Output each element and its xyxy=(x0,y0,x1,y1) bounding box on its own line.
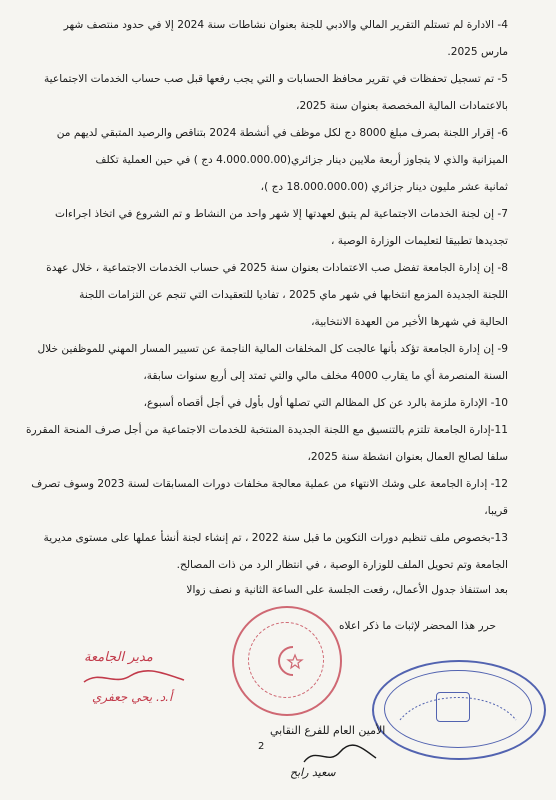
union-secretary-title: الأمين العام للفرع النقابي xyxy=(270,724,386,737)
item-line: 4- الادارة لم تستلم التقرير المالي والادبي للجنة بعنوان نشاطات سنة 2024 إلا في حدود منتصف شهر xyxy=(63,19,508,31)
director-name: أ.د. يحي جعفري xyxy=(92,690,173,704)
item-line: 8- إن إدارة الجامعة تفضل صب الاعتمادات بعنوان سنة 2025 في حساب الخدمات الاجتماعية ، خلال عهدة xyxy=(46,262,508,274)
list-item xyxy=(40,390,508,417)
item-line: ثمانية عشر مليون دينار جزائري (18.000.000.00 دج )، xyxy=(260,181,508,193)
item-line: الحالية في شهرها الأخير من العهدة الانتخابية، xyxy=(311,316,508,328)
item-line: الميزانية والذي لا يتجاوز أربعة ملايين دينار جزائري(4.000.000.00 دج ) في حين العملية تكلف xyxy=(95,154,508,166)
list-item xyxy=(25,417,508,471)
item-line: 13-بخصوص ملف تنظيم دورات التكوين ما قبل سنة 2022 ، تم إنشاء لجنة أنشأ عملها على مستوى مديرية xyxy=(43,532,508,544)
list-item xyxy=(40,12,508,66)
minutes-body xyxy=(25,12,508,579)
director-signature-icon xyxy=(80,668,190,688)
item-line: 12- إدارة الجامعة على وشك الانتهاء من عملية معالجة مخلفات دورات المسابقات لسنة 2023 وسوف تصرف xyxy=(31,478,508,490)
item-line: سلفا لصالح العمال بعنوان انشطة سنة 2025، xyxy=(307,451,508,463)
director-title: مدير الجامعة xyxy=(84,650,153,665)
item-line: 7- إن لجنة الخدمات الاجتماعية لم يتبق لعهدتها إلا شهر واحد من النشاط و تم الشروع في اتخاذ اجراءات xyxy=(55,208,508,220)
item-line: قريبا، xyxy=(484,505,508,517)
list-item xyxy=(40,525,508,579)
item-line: 10- الإدارة ملزمة بالرد عن كل المظالم التي تصلها أول بأول في أجل أقصاه أسبوع، xyxy=(143,397,508,409)
list-item xyxy=(40,201,508,255)
item-line: السنة المنصرمة أي ما يقارب 4000 مخلف مالي والتي تمتد إلى أربع سنوات سابقة، xyxy=(143,370,508,382)
item-line: 5- تم تسجيل تحفظات في تقرير محافظ الحسابات و التي يجب رفعها قبل صب حساب الخدمات الاجتماعية xyxy=(44,73,508,85)
list-item xyxy=(40,66,508,120)
item-line: 9- إن إدارة الجامعة تؤكد بأنها عالجت كل المخلفات المالية الناجمة عن تسيير المسار المهني للموظفين خلال xyxy=(37,343,508,355)
union-signature-icon xyxy=(300,742,380,768)
list-item xyxy=(37,336,508,390)
item-line: 6- إقرار اللجنة بصرف مبلغ 8000 دج لكل موظف في أنشطة 2024 بتناقص والرصيد المتبقي لديهم من xyxy=(56,127,508,139)
item-line: 11-إدارة الجامعة تلتزم بالتنسيق مع اللجنة الجديدة المنتخبة للخدمات الاجتماعية من أجل صرف المنحة المقررة xyxy=(25,424,508,436)
list-item xyxy=(31,471,508,525)
university-stamp-icon xyxy=(232,606,342,716)
list-item xyxy=(40,120,508,201)
item-line: بالاعتمادات المالية المخصصة بعنوان سنة 2025، xyxy=(296,100,508,112)
item-line: اللجنة الجديدة المزمع انتخابها في شهر ماي 2025 ، تفاديا للتعقيدات التي تنجم عن التزامات اللجنة xyxy=(79,289,508,301)
item-line: تجديدها تطبيقا لتعليمات الوزارة الوصية ، xyxy=(331,235,508,247)
adjournment-text: بعد استنفاذ جدول الأعمال، رفعت الجلسة على الساعة الثانية و نصف زوالا xyxy=(186,584,508,596)
item-line: الجامعة وتم تحويل الملف للوزارة الوصية ، في انتظار الرد من ذات المصالح. xyxy=(176,559,508,571)
page-number: 2 xyxy=(258,741,265,752)
list-item xyxy=(40,255,508,336)
union-stamp-icon xyxy=(372,660,546,760)
record-text: حرر هذا المحضر لإثبات ما ذكر اعلاه xyxy=(338,620,496,632)
item-line: مارس 2025. xyxy=(447,46,508,58)
union-secretary-name: سعيد رابح xyxy=(290,766,336,779)
